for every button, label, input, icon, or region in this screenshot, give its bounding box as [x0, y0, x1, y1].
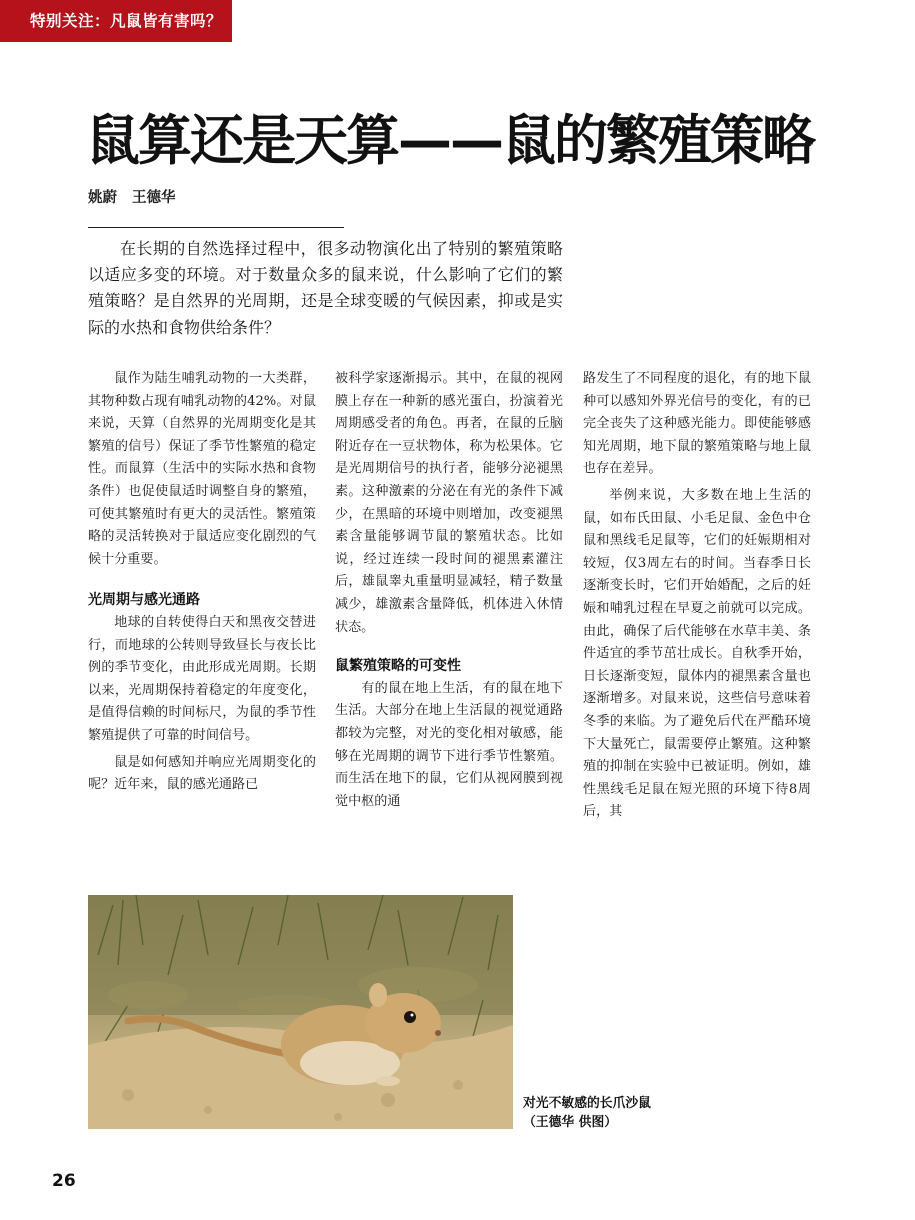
paragraph: 鼠是如何感知并响应光周期变化的呢？近年来，鼠的感光通路已: [88, 754, 316, 793]
page-number: 26: [52, 1171, 76, 1191]
paragraph: 被科学家逐渐揭示。其中，在鼠的视网膜上存在一种新的感光蛋白，扮演着光周期感受者的角色。再者，在鼠的丘脑附近存在一豆状物体，称为松果体。它是光周期信号的执行者，能够分泌褪黑素。这种激素的分泌在有光的条件下减少，在黑暗的环境中则增加，改变褪黑素含量能够调节鼠的繁殖状态。比如说，经过连续一段时间的褪黑素灌注后，雄鼠睾丸重量明显减轻，精子数量减少，雄激素含量降低，机体进入休情状态。: [335, 371, 563, 635]
article-authors: 姚蔚 王德华: [88, 190, 176, 206]
section-heading-photoperiod: 光周期与感光通路: [88, 592, 200, 609]
photo-caption: 对光不敏感的长爪沙鼠 （王德华 供图）: [523, 1096, 651, 1130]
paragraph: 路发生了不同程度的退化，有的地下鼠种可以感知外界光信号的变化，有的已完全丧失了这种感光能力。即使能够感知光周期，地下鼠的繁殖策略与地上鼠也存在差异。: [583, 371, 811, 477]
paragraph: 有的鼠在地上生活，有的鼠在地下生活。大部分在地上生活鼠的视觉通路都较为完整，对光的变化相对敏感，能够在光周期的调节下进行季节性繁殖。而生活在地下的鼠，它们从视网膜到视觉中枢的通: [335, 680, 563, 809]
paragraph: 鼠作为陆生哺乳动物的一大类群，其物种数占现有哺乳动物的42%。对鼠来说，天算（自然界的光周期变化是其繁殖的信号）保证了季节性繁殖的稳定性。而鼠算（生活中的实际水热和食物条件）也促使鼠适时调整自身的繁殖，可使其繁殖时有更大的灵活性。繁殖策略的灵活转换对于鼠适应变化剧烈的气候十分重要。: [88, 371, 316, 567]
article-lead: 在长期的自然选择过程中，很多动物演化出了特别的繁殖策略以适应多变的环境。对于数量众多的鼠来说，什么影响了它们的繁殖策略？是自然界的光周期，还是全球变暖的气候因素，抑或是实际的水热和食物供给条件？: [88, 239, 563, 337]
paragraph: 举例来说，大多数在地上生活的鼠，如布氏田鼠、小毛足鼠、金色中仓鼠和黑线毛足鼠等，它们的妊娠期相对较短，仅3周左右的时间。当春季日长逐渐变长时，它们开始婚配，之后的妊娠和哺乳过程在早夏之前就可以完成。由此，确保了后代能够在水草丰美、条件适宜的季节茁壮成长。自秋季开始，日长逐渐变短，鼠体内的褪黑素含量也逐渐增多。对鼠来说，这些信号意味着冬季的来临。为了避免后代在严酷环境下大量死亡，鼠需要停止繁殖。这种繁殖的抑制在实验中已被证明。例如，雄性黑线毛足鼠在短光照的环境下待8周后，其: [583, 487, 811, 820]
body-column-3: [583, 368, 811, 824]
gerbil-photo: [88, 895, 513, 1129]
paragraph: 地球的自转使得白天和黑夜交替进行，而地球的公转则导致昼长与夜长比例的季节变化，由此形成光周期。长期以来，光周期保持着稳定的年度变化，是值得信赖的时间标尺，为鼠的季节性繁殖提供了可靠的时间信号。: [88, 614, 316, 743]
article-title: 鼠算还是天算——鼠的繁殖策略: [86, 109, 814, 172]
section-heading-variability: 鼠繁殖策略的可变性: [335, 658, 461, 675]
body-column-2: [335, 368, 563, 813]
body-column-1: [88, 368, 316, 797]
section-tab: 特别关注：凡鼠皆有害吗？: [0, 0, 232, 42]
title-divider: [88, 227, 344, 228]
